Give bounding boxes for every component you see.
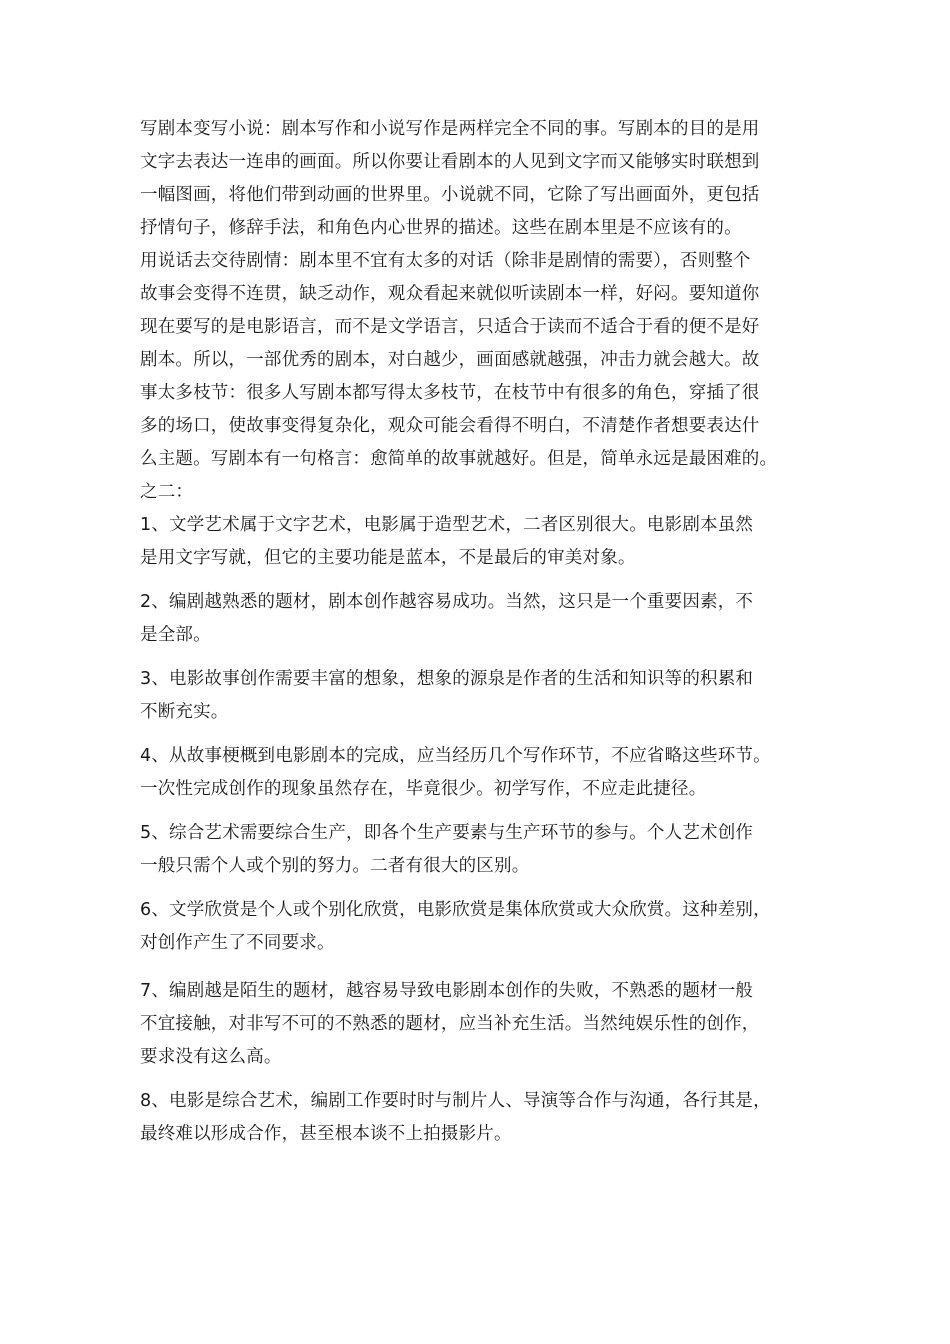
list-item-6: 6、文学欣赏是个人或个别化欣赏，电影欣赏是集体欣赏或大众欣赏。这种差别， [140,900,771,920]
text-line: 么主题。写剧本有一句格言：愈简单的故事就越好。但是，简单永远是最困难的。 [140,449,778,469]
list-item-5: 5、综合艺术需要综合生产，即各个生产要素与生产环节的参与。个人艺术创作 [140,823,754,843]
text-line: 用说话去交待剧情：剧本里不宜有太多的对话（除非是剧情的需要），否则整个 [140,251,751,271]
list-item-3: 3、电影故事创作需要丰富的想象，想象的源泉是作者的生活和知识等的积累和 [140,669,754,689]
list-item-1: 1、文学艺术属于文字艺术，电影属于造型艺术，二者区别很大。电影剧本虽然 [140,515,754,535]
list-item-1-cont: 是用文字写就，但它的主要功能是蓝本，不是最后的审美对象。 [140,548,636,568]
text-line: 抒情句子，修辞手法，和角色内心世界的描述。这些在剧本里是不应该有的。 [140,218,742,238]
list-item-5-cont: 一般只需个人或个别的努力。二者有很大的区别。 [140,856,530,876]
list-item-2: 2、编剧越熟悉的题材，剧本创作越容易成功。当然，这只是一个重要因素，不 [140,592,754,612]
list-item-8: 8、电影是综合艺术，编剧工作要时时与制片人、导演等合作与沟通，各行其是， [140,1091,771,1111]
text-line: 事太多枝节：很多人写剧本都写得太多枝节，在枝节中有很多的角色，穿插了很 [140,383,760,403]
list-item-2-cont: 是全部。 [140,625,211,645]
text-line: 文字去表达一连串的画面。所以你要让看剧本的人见到文字而又能够实时联想到 [140,152,760,172]
text-line: 写剧本变写小说：剧本写作和小说写作是两样完全不同的事。写剧本的目的是用 [140,119,760,139]
list-item-7-cont: 要求没有这么高。 [140,1047,282,1067]
list-item-6-cont: 对创作产生了不同要求。 [140,933,335,953]
text-line: 现在要写的是电影语言，而不是文学语言，只适合于读而不适合于看的便不是好 [140,317,760,337]
section-heading: 之二： [140,482,194,502]
list-item-7-cont: 不宜接触，对非写不可的不熟悉的题材，应当补充生活。当然纯娱乐性的创作， [140,1014,760,1034]
list-item-4-cont: 一次性完成创作的现象虽然存在，毕竟很少。初学写作，不应走此捷径。 [140,779,707,799]
list-item-3-cont: 不断充实。 [140,702,229,722]
list-item-4: 4、从故事梗概到电影剧本的完成，应当经历几个写作环节，不应省略这些环节。 [140,746,771,766]
text-line: 一幅图画，将他们带到动画的世界里。小说就不同，它除了写出画面外，更包括 [140,185,760,205]
list-item-8-cont: 最终难以形成合作，甚至根本谈不上拍摄影片。 [140,1124,512,1144]
list-item-7: 7、编剧越是陌生的题材，越容易导致电影剧本创作的失败，不熟悉的题材一般 [140,981,754,1001]
text-line: 多的场口，使故事变得复杂化，观众可能会看得不明白，不清楚作者想要表达什 [140,416,760,436]
text-line: 故事会变得不连贯，缺乏动作，观众看起来就似听读剧本一样，好闷。要知道你 [140,284,760,304]
text-line: 剧本。所以，一部优秀的剧本，对白越少，画面感就越强，冲击力就会越大。故 [140,350,760,370]
